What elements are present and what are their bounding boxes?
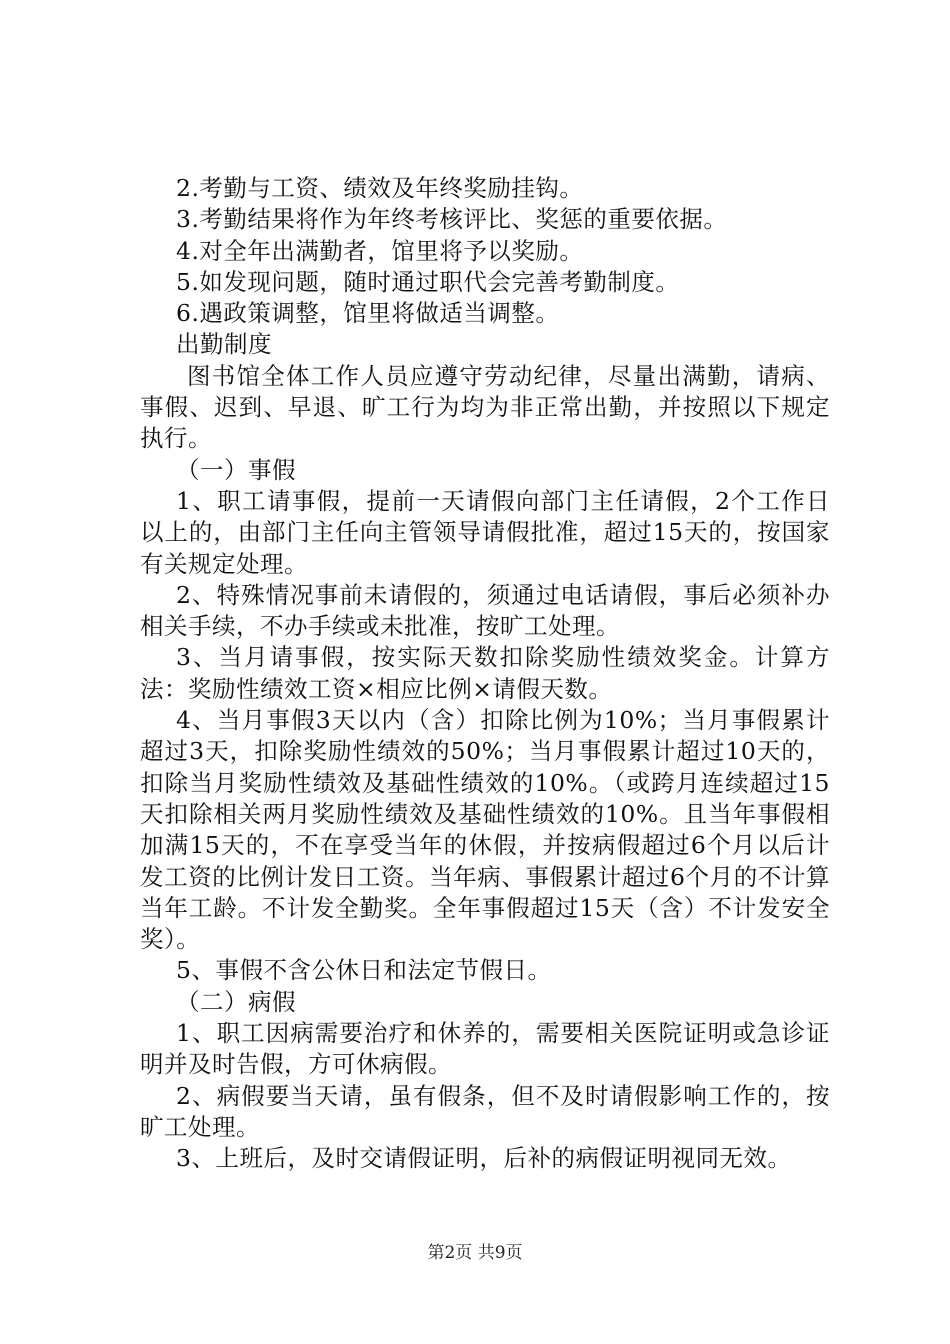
paragraph: 6.遇政策调整，馆里将做适当调整。 [176, 299, 560, 328]
paragraph: 1、职工请事假，提前一天请假向部门主任请假，2个工作日以上的，由部门主任向主管领导请假批准，超过15天的，按国家有关规定处理。 [140, 486, 830, 578]
page-footer [0, 1243, 950, 1263]
paragraph: 4.对全年出满勤者，馆里将予以奖励。 [176, 236, 584, 265]
paragraph: 5.如发现问题，随时通过职代会完善考勤制度。 [176, 267, 680, 296]
document-body [140, 173, 830, 1175]
paragraph: 图书馆全体工作人员应遵守劳动纪律，尽量出满勤，请病、事假、迟到、早退、旷工行为均为非正常出勤，并按照以下规定执行。 [140, 361, 830, 453]
paragraph: 3、上班后，及时交请假证明，后补的病假证明视同无效。 [176, 1144, 792, 1173]
subsection-heading: （一）事假 [176, 455, 296, 484]
subsection-heading: （二）病假 [176, 987, 296, 1016]
paragraph: 4、当月事假3天以内（含）扣除比例为10%；当月事假累计超过3天，扣除奖励性绩效的50%；当月事假累计超过10天的，扣除当月奖励性绩效及基础性绩效的10%。（或跨月连续超过15天扣除相关两月奖励性绩效及基础性绩效的10%。且当年事假相加满15天的，不在享受当年的休假，并按病假超过6个月以后计发工资的比例计发日工资。当年病、事假累计超过6个月的不计算当年工龄。不计发全勤奖。全年事假超过15天（含）不计发安全奖）。 [140, 706, 830, 954]
paragraph: 2.考勤与工资、绩效及年终奖励挂钩。 [176, 174, 584, 202]
paragraph: 3.考勤结果将作为年终考核评比、奖惩的重要依据。 [176, 205, 728, 234]
section-heading: 出勤制度 [176, 330, 272, 359]
paragraph: 5、事假不含公休日和法定节假日。 [176, 956, 552, 985]
paragraph: 1、职工因病需要治疗和休养的，需要相关医院证明或急诊证明并及时告假，方可休病假。 [140, 1019, 830, 1079]
paragraph: 2、病假要当天请，虽有假条，但不及时请假影响工作的，按旷工处理。 [140, 1081, 830, 1141]
page-number-label: 第2页 共9页 [427, 1243, 523, 1263]
paragraph: 3、当月请事假，按实际天数扣除奖励性绩效奖金。计算方法：奖励性绩效工资×相应比例×请假天数。 [140, 643, 830, 703]
paragraph: 2、特殊情况事前未请假的，须通过电话请假，事后必须补办相关手续，不办手续或未批准，按旷工处理。 [140, 580, 830, 641]
